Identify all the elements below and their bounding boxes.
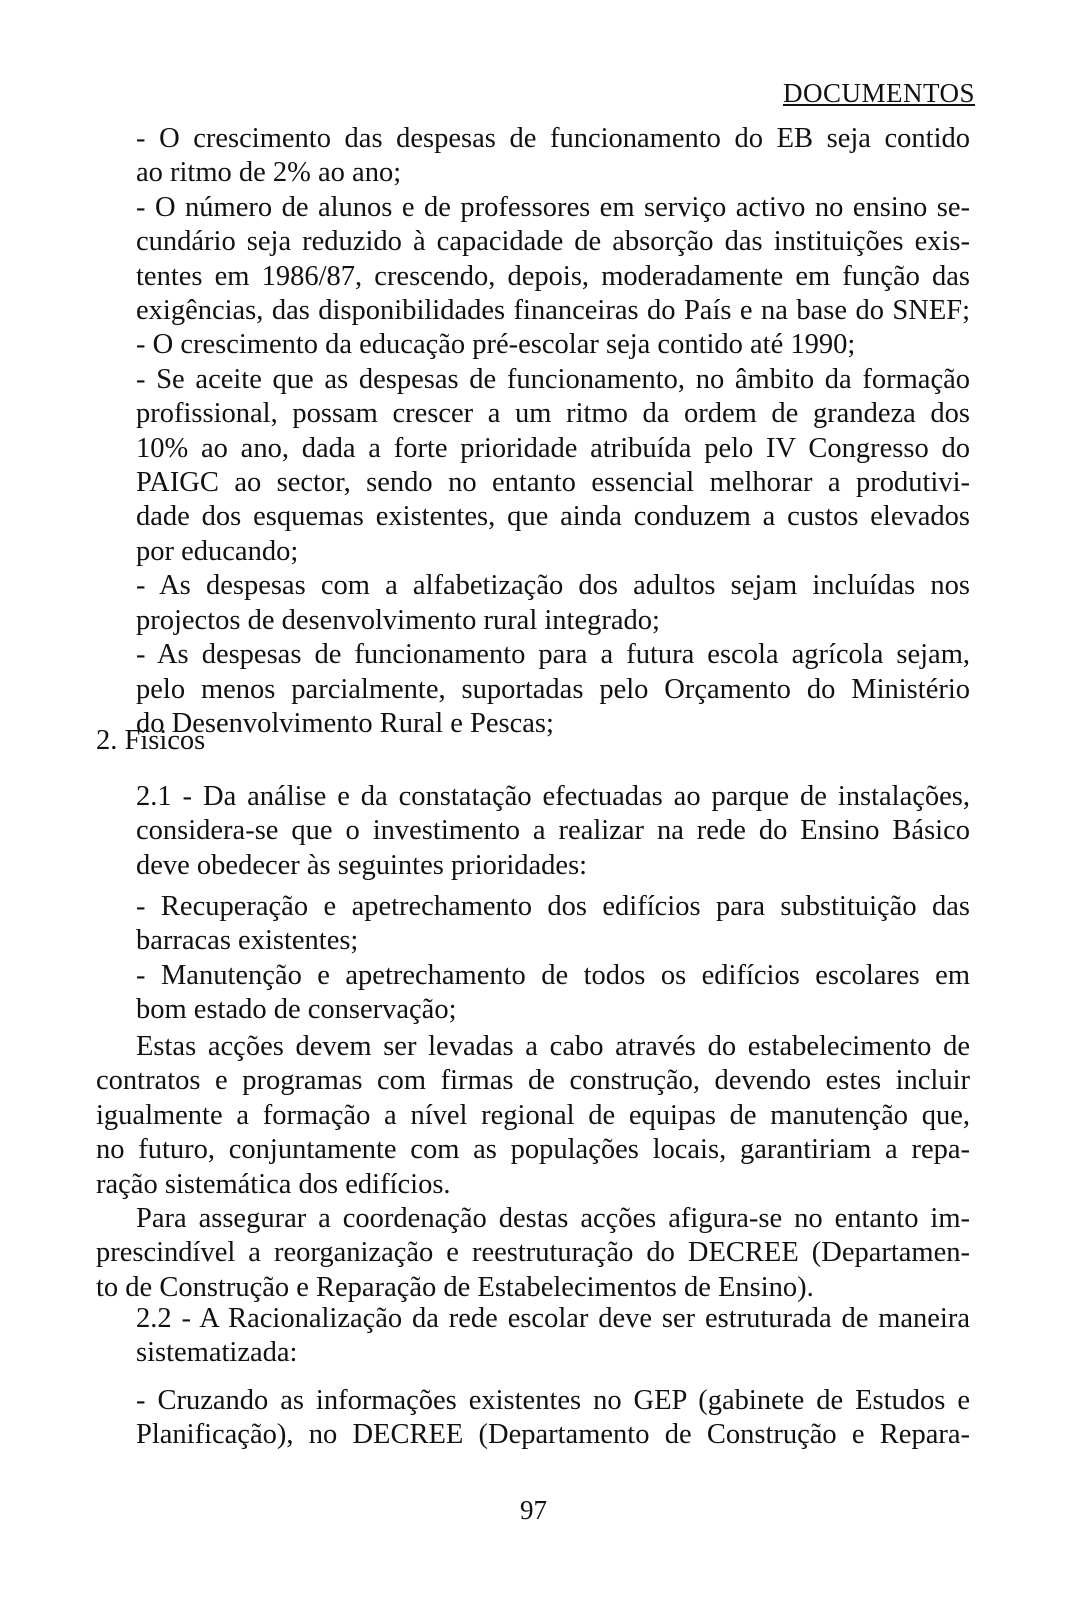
text-line: to de Construção e Reparação de Estabelecimentos de Ensino).	[96, 1271, 814, 1303]
page-number: 97	[520, 1495, 547, 1525]
text-line: - O crescimento das despesas de funcionamento do EB seja contido	[136, 123, 970, 154]
text-line: - O número de alunos e de professores em serviço activo no ensino se-	[136, 191, 970, 223]
text-line: 2.2 - A Racionalização da rede escolar deve ser estruturada de maneira	[136, 1303, 970, 1334]
funding-conditions-list	[136, 122, 970, 741]
text-line: - As despesas com a alfabetização dos adultos sejam incluídas nos	[136, 570, 970, 602]
text-line: sistematizada:	[136, 1337, 298, 1369]
running-header: DOCUMENTOS	[782, 78, 975, 108]
subsection-2-1	[136, 780, 970, 883]
section-heading: 2. Físicos	[96, 725, 206, 756]
text-line: bom estado de conservação;	[136, 994, 457, 1026]
text-line: considera-se que o investimento a realizar na rede do Ensino Básico	[136, 815, 970, 847]
text-line: pelo menos parcialmente, suportadas pelo Orçamento do Ministério	[136, 673, 970, 705]
text-line: - Manutenção e apetrechamento de todos os edifícios escolares em	[136, 959, 970, 991]
text-line: cundário seja reduzido à capacidade de absorção das instituições exis-	[136, 226, 970, 258]
text-line: Estas acções devem ser levadas a cabo através do estabelecimento de	[136, 1031, 970, 1062]
crossing-list	[136, 1384, 970, 1453]
text-line: no futuro, conjuntamente com as populações locais, garantiriam a repa-	[96, 1134, 970, 1166]
text-line: do Desenvolvimento Rural e Pescas;	[136, 707, 554, 739]
text-line: - Cruzando as informações existentes no GEP (gabinete de Estudos e	[136, 1385, 970, 1416]
paragraph-coordination	[96, 1202, 970, 1305]
text-line: ração sistemática dos edifícios.	[96, 1168, 451, 1200]
text-line: - Se aceite que as despesas de funcionamento, no âmbito da formação	[136, 363, 970, 395]
priorities-list	[136, 890, 970, 1028]
text-line: Para assegurar a coordenação destas acções afigura-se no entanto im-	[136, 1203, 970, 1234]
text-line: projectos de desenvolvimento rural integrado;	[136, 604, 660, 636]
text-line: - O crescimento da educação pré-escolar seja contido até 1990;	[136, 329, 856, 361]
text-line: barracas existentes;	[136, 925, 359, 957]
text-line: deve obedecer às seguintes prioridades:	[136, 849, 588, 881]
text-line: 10% ao ano, dada a forte prioridade atribuída pelo IV Congresso do	[136, 432, 970, 464]
text-line: exigências, das disponibilidades financeiras do País e na base do SNEF;	[136, 295, 970, 327]
paragraph-actions	[96, 1030, 970, 1202]
text-line: prescindível a reorganização e reestruturação do DECREE (Departamen-	[96, 1237, 970, 1269]
text-line: - As despesas de funcionamento para a futura escola agrícola sejam,	[136, 639, 970, 671]
text-line: - Recuperação e apetrechamento dos edifícios para substituição das	[136, 891, 970, 922]
text-line: igualmente a formação a nível regional de equipas de manutenção que,	[96, 1099, 970, 1131]
text-line: tentes em 1986/87, crescendo, depois, moderadamente em função das	[136, 260, 970, 292]
subsection-2-2	[136, 1302, 970, 1371]
text-line: PAIGC ao sector, sendo no entanto essencial melhorar a produtivi-	[136, 467, 970, 499]
text-line: profissional, possam crescer a um ritmo da ordem de grandeza dos	[136, 398, 970, 430]
text-line: 2.1 - Da análise e da constatação efectuadas ao parque de instalações,	[136, 781, 970, 812]
text-line: dade dos esquemas existentes, que ainda conduzem a custos elevados	[136, 501, 970, 533]
text-line: Planificação), no DECREE (Departamento de Construção e Repara-	[136, 1419, 970, 1451]
text-line: ao ritmo de 2% ao ano;	[136, 157, 402, 189]
text-line: por educando;	[136, 535, 299, 567]
text-line: contratos e programas com firmas de construção, devendo estes incluir	[96, 1065, 970, 1097]
